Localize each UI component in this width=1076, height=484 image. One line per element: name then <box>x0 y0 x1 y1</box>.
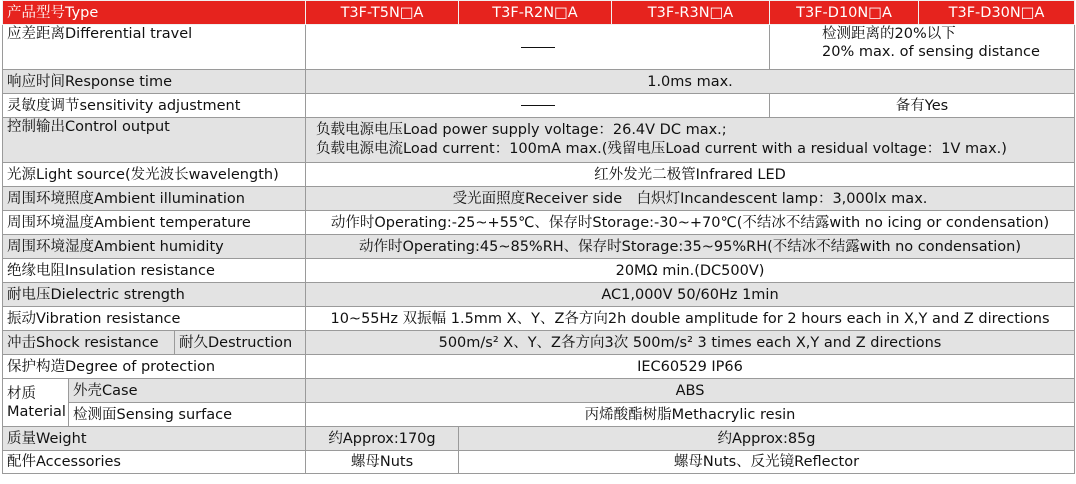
label-material-case: 外壳Case <box>69 379 306 403</box>
row-differential-travel <box>3 25 1075 70</box>
value-ambient-humidity: 动作时Operating:45~85%RH、保存时Storage:35~95%RH(不结冰不结露with no condensation) <box>306 235 1075 259</box>
row-weight <box>3 427 1075 451</box>
value-control-output <box>306 118 1075 163</box>
label-ambient-illumination: 周围环境照度Ambient illumination <box>3 187 306 211</box>
value-accessories-right: 螺母Nuts、反光镜Reflector <box>459 451 1075 474</box>
row-shock-resistance <box>3 331 1075 355</box>
row-ambient-temperature <box>3 211 1075 235</box>
value-differential-travel-left <box>306 25 770 70</box>
header-model-5: T3F-D30N□A <box>919 1 1075 25</box>
header-model-4: T3F-D10N□A <box>770 1 919 25</box>
row-ambient-illumination <box>3 187 1075 211</box>
header-model-3: T3F-R3N□A <box>612 1 770 25</box>
value-material-surface: 丙烯酸酯树脂Methacrylic resin <box>306 403 1075 427</box>
header-row <box>3 1 1075 25</box>
value-ambient-illumination: 受光面照度Receiver side 白炽灯Incandescent lamp：3,000lx max. <box>306 187 1075 211</box>
value-weight-left: 约Approx:170g <box>306 427 459 451</box>
label-ambient-temperature: 周围环境温度Ambient temperature <box>3 211 306 235</box>
value-degree-of-protection: IEC60529 IP66 <box>306 355 1075 379</box>
label-material <box>3 379 69 427</box>
label-light-source: 光源Light source(发光波长wavelength) <box>3 163 306 187</box>
dash-mark <box>521 47 555 48</box>
row-response-time <box>3 70 1075 94</box>
differential-travel-line1: 检测距离的20%以下 <box>822 26 956 42</box>
row-control-output <box>3 118 1075 163</box>
header-model-2: T3F-R2N□A <box>459 1 612 25</box>
label-accessories: 配件Accessories <box>3 451 306 474</box>
label-weight: 质量Weight <box>3 427 306 451</box>
value-sensitivity-left <box>306 94 770 118</box>
value-shock-resistance: 500m/s² X、Y、Z各方向3次 500m/s² 3 times each X,Y and Z directions <box>306 331 1075 355</box>
value-accessories-left: 螺母Nuts <box>306 451 459 474</box>
label-response-time: 响应时间Response time <box>3 70 306 94</box>
row-light-source <box>3 163 1075 187</box>
label-shock-destruction: 耐久Destruction <box>175 331 306 355</box>
value-insulation-resistance: 20MΩ min.(DC500V) <box>306 259 1075 283</box>
label-degree-of-protection: 保护构造Degree of protection <box>3 355 306 379</box>
value-light-source: 红外发光二极管Infrared LED <box>306 163 1075 187</box>
spec-table <box>2 0 1075 474</box>
row-accessories <box>3 451 1075 474</box>
row-vibration-resistance <box>3 307 1075 331</box>
value-sensitivity-right: 备有Yes <box>770 94 1075 118</box>
row-material-surface <box>3 403 1075 427</box>
material-label-en: Material <box>7 403 66 420</box>
label-dielectric-strength: 耐电压Dielectric strength <box>3 283 306 307</box>
label-control-output: 控制输出Control output <box>3 118 306 163</box>
row-sensitivity <box>3 94 1075 118</box>
row-insulation-resistance <box>3 259 1075 283</box>
label-vibration-resistance: 振动Vibration resistance <box>3 307 306 331</box>
row-ambient-humidity <box>3 235 1075 259</box>
header-model-1: T3F-T5N□A <box>306 1 459 25</box>
value-response-time: 1.0ms max. <box>306 70 1075 94</box>
header-type-label: 产品型号Type <box>3 1 306 25</box>
row-degree-of-protection <box>3 355 1075 379</box>
value-ambient-temperature: 动作时Operating:-25~+55℃、保存时Storage:-30~+70℃(不结冰不结露with no icing or condensation) <box>306 211 1075 235</box>
value-weight-right: 约Approx:85g <box>459 427 1075 451</box>
label-shock-resistance: 冲击Shock resistance <box>3 331 175 355</box>
value-material-case: ABS <box>306 379 1075 403</box>
row-dielectric-strength <box>3 283 1075 307</box>
differential-travel-line2: 20% max. of sensing distance <box>822 44 1040 60</box>
control-output-line1: 负载电源电压Load power supply voltage：26.4V DC max.; <box>316 122 727 138</box>
label-ambient-humidity: 周围环境湿度Ambient humidity <box>3 235 306 259</box>
label-differential-travel: 应差距离Differential travel <box>3 25 306 70</box>
value-vibration-resistance: 10~55Hz 双振幅 1.5mm X、Y、Z各方向2h double amplitude for 2 hours each in X,Y and Z directions <box>306 307 1075 331</box>
row-material-case <box>3 379 1075 403</box>
label-insulation-resistance: 绝缘电阻Insulation resistance <box>3 259 306 283</box>
label-sensitivity: 灵敏度调节sensitivity adjustment <box>3 94 306 118</box>
dash-mark <box>521 105 555 106</box>
value-dielectric-strength: AC1,000V 50/60Hz 1min <box>306 283 1075 307</box>
value-differential-travel-right <box>770 25 1075 70</box>
control-output-line2: 负载电源电流Load current：100mA max.(残留电压Load current with a residual voltage：1V max.) <box>316 141 1007 157</box>
label-material-surface: 检测面Sensing surface <box>69 403 306 427</box>
material-label-cn: 材质 <box>7 385 36 402</box>
